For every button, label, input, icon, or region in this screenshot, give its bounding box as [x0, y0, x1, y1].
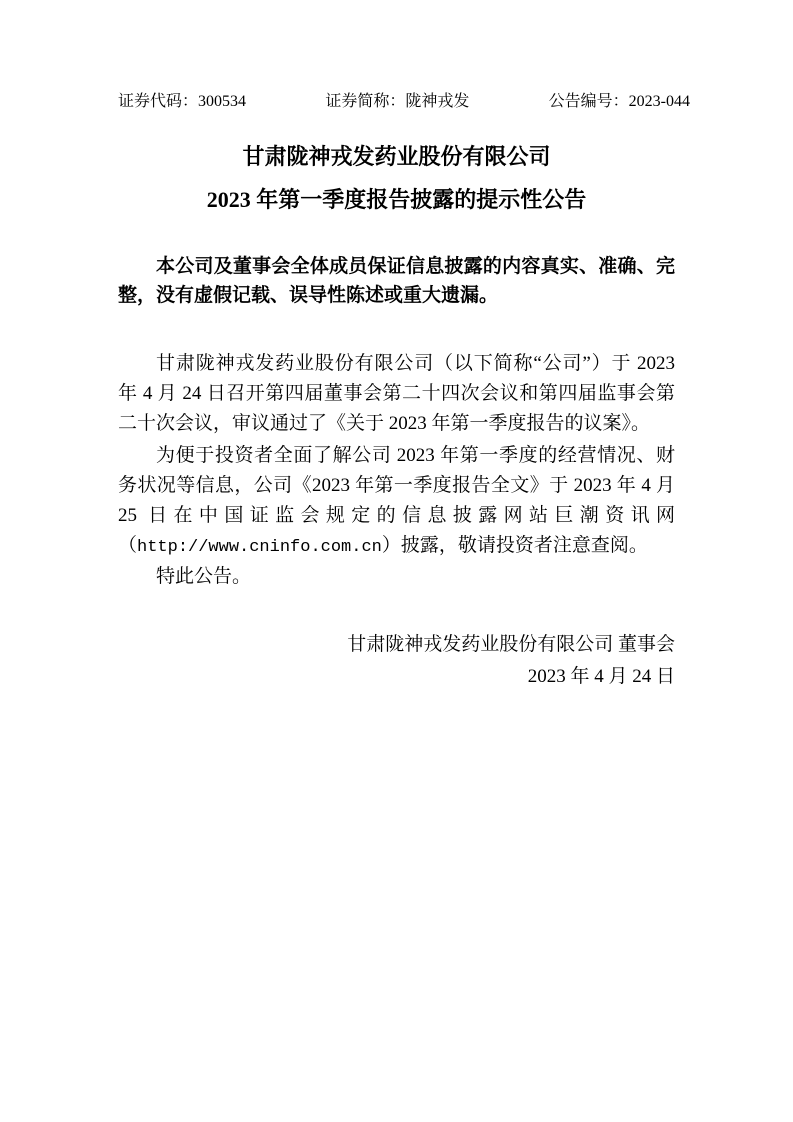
announcement-title: 2023 年第一季度报告披露的提示性公告 — [206, 187, 587, 212]
body-paragraph-2 — [118, 441, 675, 563]
signature-company-line: 甘肃陇神戎发药业股份有限公司 董事会 — [347, 634, 675, 655]
body-paragraph-1: 甘肃陇神戎发药业股份有限公司（以下简称“公司”）于 2023 年 4 月 24 日召开第四届董事会第二十四次会议和第四届监事会第二十次会议，审议通过了《关于 2023 年第一季度报告的议案》。 — [118, 353, 675, 434]
closing-statement: 特此公告。 — [156, 566, 252, 587]
disclaimer-paragraph: 本公司及董事会全体成员保证信息披露的内容真实、准确、完整，没有虚假记载、误导性陈述或重大遗漏。 — [118, 256, 675, 306]
paragraph-2-text-before-url: 为便于投资者全面了解公司 2023 年第一季度的经营情况、财务状况等信息，公司《2023 年第一季度报告全文》于 2023 年 4 月 25 日在中国证监会规定的信息披露网站巨潮资讯网（ — [118, 445, 675, 556]
announcement-number: 公告编号：2023-044 — [548, 93, 690, 110]
company-name-title: 甘肃陇神戎发药业股份有限公司 — [242, 144, 551, 169]
disclosure-website-url: http://www.cninfo.com.cn — [137, 538, 382, 557]
stock-short-name: 证券简称：陇神戎发 — [325, 93, 470, 110]
signature-date-line: 2023 年 4 月 24 日 — [527, 666, 675, 687]
paragraph-2-text-after-url: ）披露，敬请投资者注意查阅。 — [381, 535, 648, 556]
stock-code: 证券代码：300534 — [118, 93, 247, 110]
document-header — [118, 91, 690, 113]
